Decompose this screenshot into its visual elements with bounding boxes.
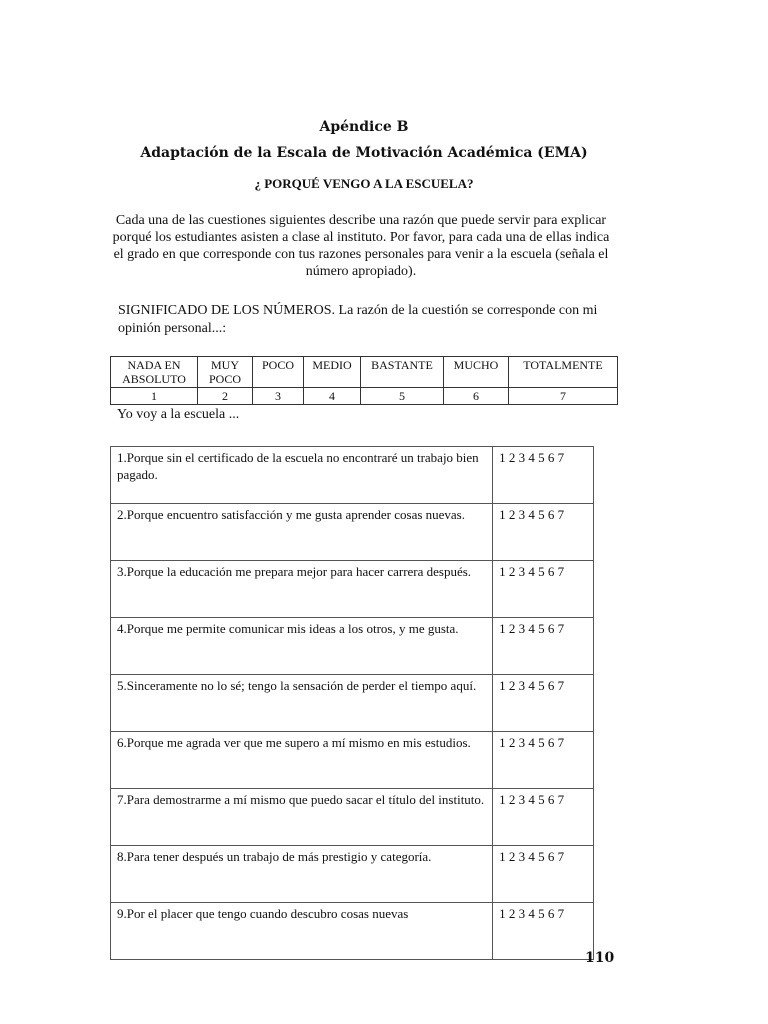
scale-labels-row <box>111 357 618 388</box>
question-text: 9.Por el placer que tengo cuando descubro cosas nuevas <box>111 903 493 960</box>
questions-table <box>110 446 594 960</box>
question-row <box>111 447 594 504</box>
question-text: 3.Porque la educación me prepara mejor para hacer carrera después. <box>111 561 493 618</box>
lead-text: Yo voy a la escuela ... <box>117 407 240 422</box>
question-text: 1.Porque sin el certificado de la escuela no encontraré un trabajo bien pagado. <box>111 447 493 504</box>
response-options[interactable]: 1 2 3 4 5 6 7 <box>493 447 594 504</box>
response-options[interactable]: 1 2 3 4 5 6 7 <box>493 675 594 732</box>
scale-number: 1 <box>111 388 198 405</box>
scale-label: MUCHO <box>444 357 509 388</box>
page-number: 110 <box>585 950 615 966</box>
scale-label: BASTANTE <box>361 357 444 388</box>
question-text: 5.Sinceramente no lo sé; tengo la sensación de perder el tiempo aquí. <box>111 675 493 732</box>
question-row <box>111 732 594 789</box>
scale-label: TOTALMENTE <box>509 357 618 388</box>
question-row <box>111 789 594 846</box>
document-title: Adaptación de la Escala de Motivación Académica (EMA) <box>140 145 588 161</box>
response-options[interactable]: 1 2 3 4 5 6 7 <box>493 732 594 789</box>
question-text: 7.Para demostrarme a mí mismo que puedo sacar el título del instituto. <box>111 789 493 846</box>
response-options[interactable]: 1 2 3 4 5 6 7 <box>493 561 594 618</box>
question-row <box>111 504 594 561</box>
scale-number: 5 <box>361 388 444 405</box>
scale-legend-table <box>110 356 618 405</box>
response-options[interactable]: 1 2 3 4 5 6 7 <box>493 789 594 846</box>
scale-number: 4 <box>304 388 361 405</box>
response-options[interactable]: 1 2 3 4 5 6 7 <box>493 846 594 903</box>
scale-numbers-row <box>111 388 618 405</box>
scale-label: MUY POCO <box>198 357 253 388</box>
question-row <box>111 618 594 675</box>
scale-number: 3 <box>253 388 304 405</box>
scale-label: POCO <box>253 357 304 388</box>
questionnaire-subtitle: ¿ PORQUÉ VENGO A LA ESCUELA? <box>254 176 474 191</box>
question-row <box>111 561 594 618</box>
question-text: 6.Porque me agrada ver que me supero a mí mismo en mis estudios. <box>111 732 493 789</box>
question-row <box>111 846 594 903</box>
question-text: 2.Porque encuentro satisfacción y me gusta aprender cosas nuevas. <box>111 504 493 561</box>
scale-label: NADA EN ABSOLUTO <box>111 357 198 388</box>
question-row <box>111 903 594 960</box>
response-options[interactable]: 1 2 3 4 5 6 7 <box>493 504 594 561</box>
question-row <box>111 675 594 732</box>
scale-number: 7 <box>509 388 618 405</box>
scale-number: 6 <box>444 388 509 405</box>
question-text: 4.Porque me permite comunicar mis ideas a los otros, y me gusta. <box>111 618 493 675</box>
question-text: 8.Para tener después un trabajo de más prestigio y categoría. <box>111 846 493 903</box>
scale-number: 2 <box>198 388 253 405</box>
response-options[interactable]: 1 2 3 4 5 6 7 <box>493 618 594 675</box>
appendix-label: Apéndice B <box>319 119 409 135</box>
response-options[interactable]: 1 2 3 4 5 6 7 <box>493 903 594 960</box>
instructions-paragraph: Cada una de las cuestiones siguientes describe una razón que puede servir para explicar porqué los estudiantes asisten a clase al instituto. Por favor, para cada una de ellas indica el grado en que corresponde con tus razones personales para venir a la escuela (señala el número apropiado). <box>112 213 610 279</box>
scale-meaning-text: SIGNIFICADO DE LOS NÚMEROS. La razón de la cuestión se corresponde con mi opinión personal...: <box>118 303 598 336</box>
scale-label: MEDIO <box>304 357 361 388</box>
